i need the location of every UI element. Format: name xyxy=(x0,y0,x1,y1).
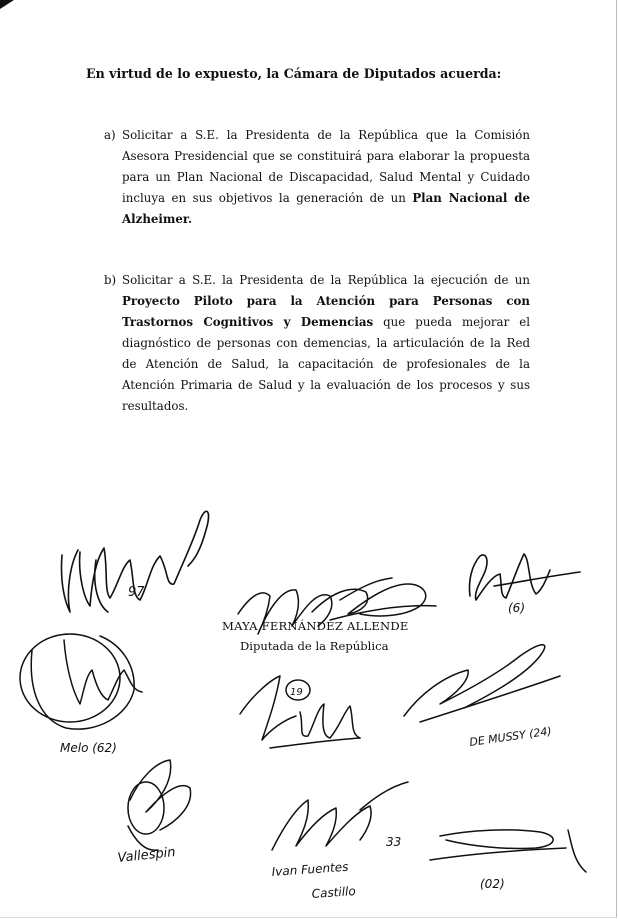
item-b-bold-text: Proyecto Piloto para la Atención para Personas con Trastornos Cognitivos y Demencias xyxy=(122,294,530,329)
ivan-fuentes-label: Ivan Fuentes xyxy=(271,859,349,879)
item-a-bold-text: Plan Nacional de Alzheimer. xyxy=(122,191,531,226)
signature-de-mussy xyxy=(404,645,560,749)
de-mussy-label: DE MUSSY (24) xyxy=(468,724,553,749)
number-33: 33 xyxy=(386,835,402,849)
signature-ivan-fuentes xyxy=(271,782,408,901)
melo-label: Melo (62) xyxy=(60,741,117,755)
item-b-text-after: que pueda mejorar el diagnóstico de personas con demencias, la articulación de la Red de Atención de Salud, la capacitación de profesionales de la Atención Primaria de Salud y la evaluación de los procesos y sus resultados. xyxy=(122,315,530,413)
signatory-role: Diputada de la República xyxy=(240,639,389,653)
resolution-intro: En virtud de lo expuesto, la Cámara de Diputados acuerda: xyxy=(86,66,502,81)
signatory-name: MAYA FERNÁNDEZ ALLENDE xyxy=(222,619,409,633)
item-marker-b: b) xyxy=(104,273,117,287)
bottom-right-number: (02) xyxy=(480,877,505,891)
vallespin-label: Vallespin xyxy=(116,844,177,866)
item-b-text-before: Solicitar a S.E. la Presidenta de la República la ejecución de un xyxy=(122,273,530,287)
signature-melo xyxy=(20,634,142,755)
signature-top-right xyxy=(469,554,580,615)
signature-center xyxy=(240,676,360,748)
signature-sepulveda xyxy=(61,511,208,612)
signature-vallespin xyxy=(117,760,191,866)
castillo-label: Castillo xyxy=(311,883,357,901)
item-marker-a: a) xyxy=(104,128,116,142)
item-a-text-before: Solicitar a S.E. la Presidenta de la República que la Comisión Asesora Presidencial que se constituirá para elaborar la propuesta para un Plan Nacional de Discapacidad, Salud Mental y Cuidado incluya en sus objetivos la generación de un xyxy=(122,128,530,205)
top-right-number: (6) xyxy=(508,601,525,615)
center-number: 19 xyxy=(290,687,303,698)
signature-bottom-right xyxy=(430,830,586,891)
sepulveda-number: 97 xyxy=(128,585,145,600)
